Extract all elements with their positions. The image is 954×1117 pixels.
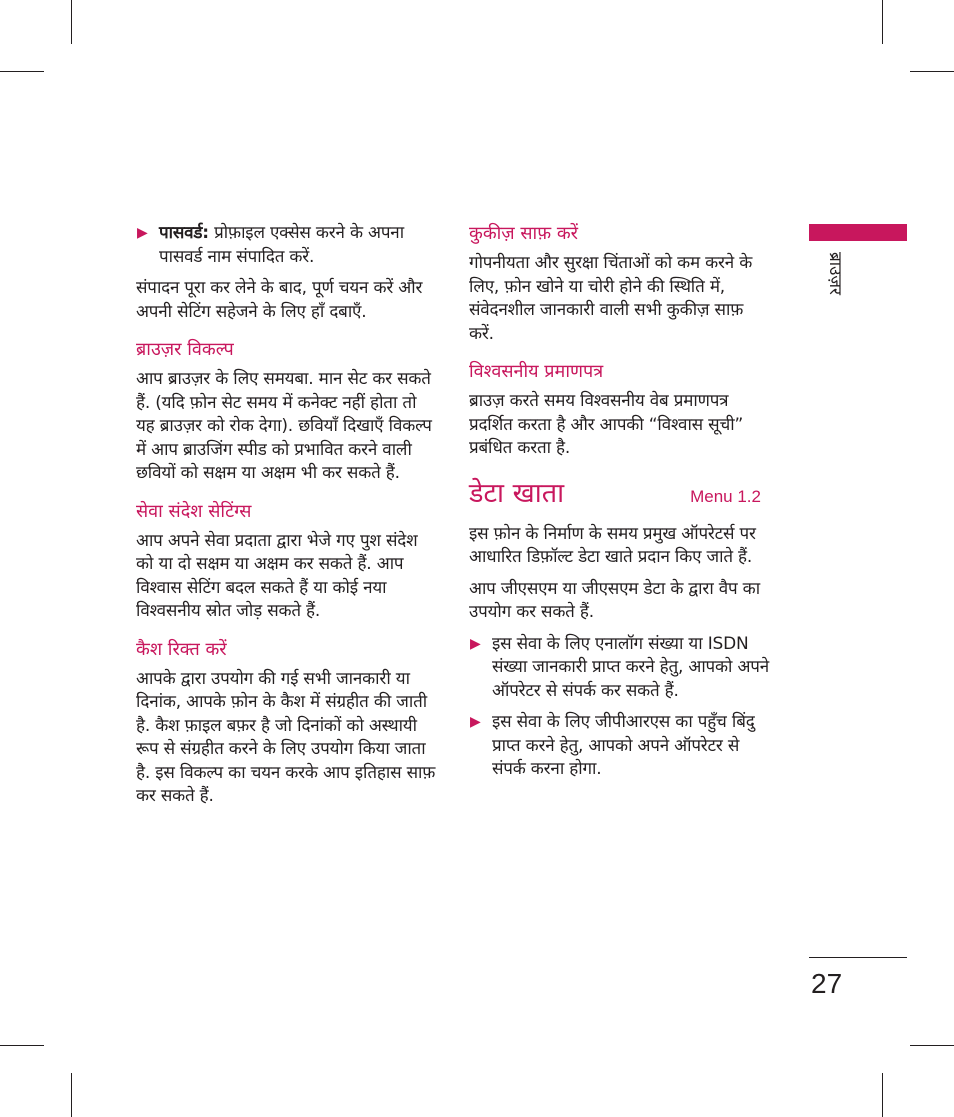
- crop-mark-bottom-left-vertical: [71, 1073, 72, 1117]
- crop-mark-top-left-vertical: [71, 0, 72, 44]
- service-message-heading: सेवा संदेश सेटिंग्स: [136, 500, 252, 522]
- browser-options-heading: ब्राउज़र विकल्प: [136, 339, 234, 360]
- right-column: [469, 222, 769, 790]
- data-account-bullet-2: [469, 711, 769, 782]
- crop-mark-bottom-left-horizontal: [0, 1045, 44, 1046]
- clear-cookies-heading: कुकीज़ साफ़ करें: [469, 223, 579, 244]
- clear-cache-heading: कैश रिक्त करें: [136, 638, 227, 660]
- clear-cache-paragraph: आपके द्वारा उपयोग की गई सभी जानकारी या दिनांक, आपके फ़ोन के कैश में संग्रहीत की जाती है. कैश फ़ाइल बफ़र है जो दिनांकों को अस्थायी रूप से संग्रहीत करने के लिए उपयोग किया जाता है. इस विकल्प का चयन करके आप इतिहास साफ़ कर सकते हैं.: [136, 668, 436, 806]
- crop-mark-top-right-vertical: [882, 0, 883, 44]
- data-account-header: [469, 477, 761, 511]
- crop-mark-top-left-horizontal: [0, 71, 44, 72]
- page-number-rule: [809, 957, 907, 958]
- data-account-bullet-1: [469, 633, 769, 704]
- data-account-paragraph-1: इस फ़ोन के निर्माण के समय प्रमुख ऑपरेटर्स पर आधारित डिफ़ॉल्ट डेटा खाते प्रदान किए जाते हैं.: [469, 523, 756, 567]
- clear-cookies-paragraph: गोपनीयता और सुरक्षा चिंताओं को कम करने के लिए, फ़ोन खोने या चोरी होने की स्थिति में, संवेदनशील जानकारी वाली सभी कुकीज़ साफ़ करें.: [469, 253, 753, 344]
- page-number: 27: [811, 968, 843, 999]
- crop-mark-bottom-right-vertical: [882, 1073, 883, 1117]
- section-side-label-text: ब्राउज़र: [825, 252, 845, 295]
- bullet-text: इस सेवा के लिए एनालॉग संख्या या ISDN संख्या जानकारी प्राप्त करने हेतु, आपको अपने ऑपरेटर से संपर्क कर सकते हैं.: [492, 633, 769, 701]
- password-bullet: [136, 222, 436, 269]
- section-side-label: [826, 252, 850, 332]
- browser-options-paragraph: आप ब्राउज़र के लिए समयबा. मान सेट कर सकते हैं. (यदि फ़ोन सेट समय में कनेक्ट नहीं होता तो यह ब्राउज़र को रोक देगा). छवियाँ दिखाएँ विकल्प में आप ब्राउजिंग स्पीड को प्रभावित करने वाली छवियों को सक्षम या अक्षम भी कर सकते हैं.: [136, 369, 432, 483]
- menu-reference: Menu 1.2: [690, 486, 761, 506]
- left-column: [136, 222, 436, 817]
- bullet-arrow-icon: ▶: [470, 635, 481, 652]
- after-edit-paragraph: संपादन पूरा कर लेने के बाद, पूर्ण चयन करें और अपनी सेटिंग सहेजने के लिए हाँ दबाएँ.: [136, 278, 423, 322]
- trusted-certificates-heading: विश्वसनीय प्रमाणपत्र: [469, 361, 604, 382]
- password-text: प्रोफ़ाइल एक्सेस करने के अपना पासवर्ड नाम संपादित करें.: [159, 223, 404, 267]
- bullet-arrow-icon: ▶: [137, 225, 148, 241]
- crop-mark-bottom-right-horizontal: [910, 1045, 954, 1046]
- data-account-paragraph-2: आप जीएसएम या जीएसएम डेटा के द्वारा वैप का उपयोग कर सकते हैं.: [469, 578, 760, 622]
- section-tab-bar: [809, 224, 907, 241]
- service-message-paragraph: आप अपने सेवा प्रदाता द्वारा भेजे गए पुश संदेश को या दो सक्षम या अक्षम कर सकते हैं. आप विश्वास सेटिंग बदल सकते हैं या कोई नया विश्वसनीय स्रोत जोड़ सकते हैं.: [136, 530, 418, 621]
- data-account-heading: डेटा खाता: [469, 477, 565, 509]
- bullet-arrow-icon: ▶: [470, 714, 481, 730]
- trusted-certificates-paragraph: ब्राउज़ करते समय विश्वसनीय वेब प्रमाणपत्र प्रदर्शित करता है और आपकी “विश्वास सूची” प्रबंधित करता है.: [469, 391, 744, 458]
- bullet-text: इस सेवा के लिए जीपीआरएस का पहुँच बिंदु प्राप्त करने हेतु, आपको अपने ऑपरेटर से संपर्क करना होगा.: [492, 712, 755, 779]
- password-term: पासवर्ड:: [159, 223, 209, 243]
- crop-mark-top-right-horizontal: [910, 71, 954, 72]
